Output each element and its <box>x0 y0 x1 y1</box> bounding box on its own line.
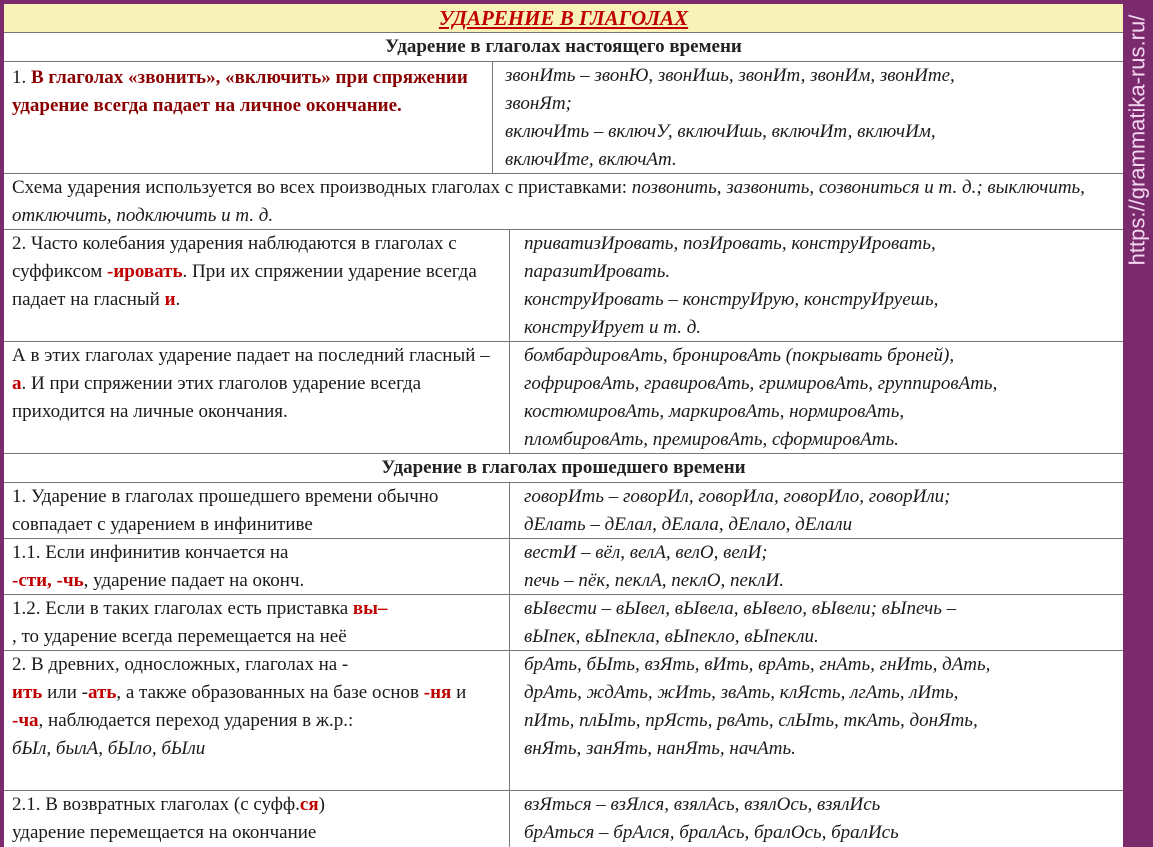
rule-text: , а также образованных на базе основ <box>116 682 424 703</box>
table-title: УДАРЕНИЕ В ГЛАГОЛАХ <box>4 4 1123 33</box>
rule-text: 2.1. В возвратных глаголах (с суфф. <box>12 794 300 815</box>
example-line: костюмировАть, маркировАть, нормировАть, <box>524 401 905 422</box>
suffix-highlight: ся <box>299 794 319 815</box>
example-line: говорИть – говорИл, говорИла, говорИло, говорИли; <box>524 486 951 507</box>
rule-cell <box>4 483 510 538</box>
present-heading: Ударение в глаголах настоящего времени <box>4 33 1123 62</box>
rule-text: , ударение падает на оконч. <box>83 570 305 591</box>
table-row <box>4 595 1123 651</box>
examples-cell <box>510 483 1123 538</box>
rule-cell <box>4 595 510 650</box>
suffix-highlight: -ча <box>12 710 39 731</box>
grammar-table <box>4 4 1123 847</box>
table-row <box>4 483 1123 539</box>
rule-line <box>12 707 503 735</box>
example-line: вЫвести – вЫвел, вЫвела, вЫвело, вЫвели; вЫпечь – <box>524 598 957 619</box>
rule-cell <box>4 651 510 790</box>
scheme-examples: позвонить, зазвонить, созвониться и т. д.; выключить, отключить, подключить и т. д. <box>12 177 1085 226</box>
rule-text: . <box>175 289 181 310</box>
rule-line <box>12 567 503 594</box>
example-line: дрАть, ждАть, жИть, звАть, клЯсть, лгАть, лИть, <box>524 682 959 703</box>
example-line: звонЯт; <box>505 93 572 114</box>
rule-text: и <box>451 682 467 703</box>
example-line: вестИ – вёл, велА, велО, велИ; <box>524 542 768 563</box>
examples-cell <box>510 230 1123 341</box>
rule-number: 1. <box>12 67 31 88</box>
example-line: взЯться – взЯлся, взялАсь, взялОсь, взялИсь <box>524 794 881 815</box>
rule-text: 1.1. Если инфинитив кончается на <box>12 542 289 563</box>
suffix-highlight: ить <box>12 682 43 703</box>
rule-text: ) <box>318 794 325 815</box>
rule-cell <box>4 230 510 341</box>
suffix-highlight: -сти, -чь <box>12 570 84 591</box>
rule-text: или - <box>42 682 88 703</box>
example-line: конструИрует и т. д. <box>524 317 702 338</box>
scheme-text: Схема ударения используется во всех производных глаголах с приставками: <box>12 177 632 198</box>
prefix-highlight: вы– <box>352 598 388 619</box>
example-line: паразитИровать. <box>524 261 671 282</box>
rule-text: ударение перемещается на окончание <box>12 822 317 843</box>
vowel-highlight: и <box>164 289 176 310</box>
example-line: печь – пёк, пеклА, пеклО, пеклИ. <box>524 570 784 591</box>
vowel-highlight: а <box>12 373 22 394</box>
rule-text: , то ударение всегда перемещается на неё <box>12 626 347 647</box>
example-line: включИть – включУ, включИшь, включИт, включИм, <box>505 121 936 142</box>
example-line: гофрировАть, гравировАть, гримировАть, группировАть, <box>524 373 998 394</box>
example-line: брАть, бЫть, взЯть, вИть, врАть, гнАть, гнИть, дАть, <box>524 654 991 675</box>
rule-line <box>12 679 503 707</box>
rule-cell <box>4 62 493 173</box>
suffix-highlight: -ировать <box>107 261 183 282</box>
example-line: внЯть, занЯть, нанЯть, начАть. <box>524 738 796 759</box>
examples-cell <box>510 791 1123 847</box>
rule-line <box>12 595 503 623</box>
table-row <box>4 539 1123 595</box>
example-line: конструИровать – конструИрую, конструИруешь, <box>524 289 939 310</box>
example-line: бомбардировАть, бронировАть (покрывать броней), <box>524 345 955 366</box>
examples-cell <box>510 595 1123 650</box>
examples-cell <box>510 342 1123 453</box>
table-row <box>4 62 1123 174</box>
suffix-highlight: -ня <box>423 682 452 703</box>
example-line: пломбировАть, премировАть, сформировАть. <box>524 429 899 450</box>
rule-text: А в этих глаголах ударение падает на последний гласный – <box>12 345 490 366</box>
examples-cell <box>493 62 1123 173</box>
example-line: звонИть – звонЮ, звонИшь, звонИт, звонИм, звонИте, <box>505 65 955 86</box>
suffix-highlight: ать <box>87 682 117 703</box>
table-row <box>4 230 1123 342</box>
rule-cell <box>4 539 510 594</box>
scheme-row <box>4 174 1123 230</box>
rule-line <box>12 791 503 819</box>
example-line: дЕлать – дЕлал, дЕлала, дЕлало, дЕлали <box>524 514 853 535</box>
rule-text: . При их спряжении ударение всегда падает на гласный <box>12 261 477 310</box>
rule-text: 1. Ударение в глаголах прошедшего времени обычно совпадает с ударением в инфинитиве <box>12 486 439 535</box>
example-line: включИте, включАт. <box>505 149 677 170</box>
rule-text: В глаголах «звонить», «включить» при спряжении ударение всегда падает на личное окончание. <box>12 67 468 116</box>
example-line: приватизИровать, позИровать, конструИровать, <box>524 233 936 254</box>
table-row <box>4 342 1123 454</box>
examples-cell <box>510 651 1123 790</box>
watermark <box>1123 0 1151 280</box>
rule-cell <box>4 791 510 847</box>
examples-cell <box>510 539 1123 594</box>
rule-text: , наблюдается переход ударения в ж.р.: <box>38 710 354 731</box>
rule-cell <box>4 342 510 453</box>
example-line: пИть, плЫть, прЯсть, рвАть, слЫть, ткАть, донЯть, <box>524 710 978 731</box>
example-line: брАться – брАлся, бралАсь, бралОсь, бралИсь <box>524 822 899 843</box>
past-heading: Ударение в глаголах прошедшего времени <box>4 454 1123 483</box>
table-row <box>4 791 1123 847</box>
rule-text: 2. Часто колебания ударения наблюдаются в глаголах с суффиксом <box>12 233 457 282</box>
rule-example: бЫл, былА, бЫло, бЫли <box>12 738 206 759</box>
rule-text: 2. В древних, односложных, глаголах на - <box>12 654 349 675</box>
rule-text: . И при спряжении этих глаголов ударение всегда приходится на личные окончания. <box>12 373 422 422</box>
table-row <box>4 651 1123 791</box>
example-line: вЫпек, вЫпекла, вЫпекло, вЫпекли. <box>524 626 819 647</box>
watermark-text: https://grammatika-rus.ru/ <box>1124 14 1150 266</box>
rule-text: 1.2. Если в таких глаголах есть приставка <box>12 598 353 619</box>
